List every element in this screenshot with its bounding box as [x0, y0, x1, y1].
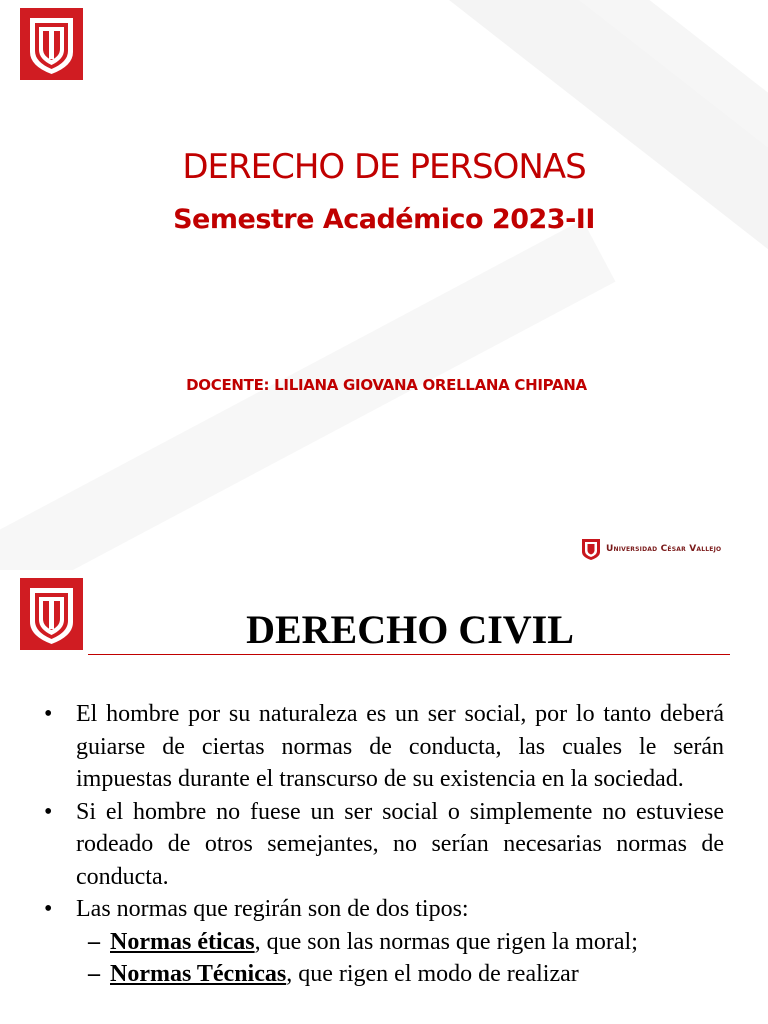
- list-item: [44, 698, 724, 796]
- ucv-shield-logo-icon: [20, 8, 83, 80]
- slide-heading: DERECHO CIVIL: [246, 607, 574, 652]
- bullet-text: Las normas que regirán son de dos tipos:: [76, 896, 469, 922]
- term-description: , que rigen el modo de realizar: [286, 961, 579, 987]
- content-slide: [0, 570, 768, 1024]
- sub-list-item: [44, 926, 724, 959]
- page-subtitle: Semestre Académico 2023-II: [173, 204, 595, 235]
- bullet-text: Si el hombre no fuese un ser social o simplemente no estuviese rodeado de otros semejantes, no serían necesarias normas de conducta.: [76, 798, 724, 890]
- dash-marker: –: [88, 928, 100, 955]
- university-name: Universidad César Vallejo: [606, 544, 722, 554]
- slide-body: [44, 698, 724, 991]
- dash-marker: –: [88, 961, 100, 987]
- term-label: Normas Técnicas: [110, 961, 287, 987]
- university-mark: [580, 537, 721, 561]
- background-shading: [0, 220, 615, 570]
- page-title: DERECHO DE PERSONAS: [182, 147, 586, 187]
- list-item: [44, 796, 724, 894]
- docente-label: DOCENTE: LILIANA GIOVANA ORELLANA CHIPANA: [186, 376, 587, 394]
- ucv-shield-logo-icon: [580, 537, 602, 561]
- list-item: [44, 893, 724, 926]
- bullet-text: El hombre por su naturaleza es un ser social, por lo tanto deberá guiarse de ciertas normas de conducta, las cuales le serán impuestas durante el transcurso de su existencia en la sociedad.: [76, 701, 724, 792]
- heading-divider: [88, 654, 730, 655]
- ucv-shield-logo-icon: [20, 578, 83, 650]
- term-label: Normas éticas: [110, 928, 255, 955]
- sub-list-item: [44, 958, 724, 991]
- term-description: , que son las normas que rigen la moral;: [254, 928, 638, 955]
